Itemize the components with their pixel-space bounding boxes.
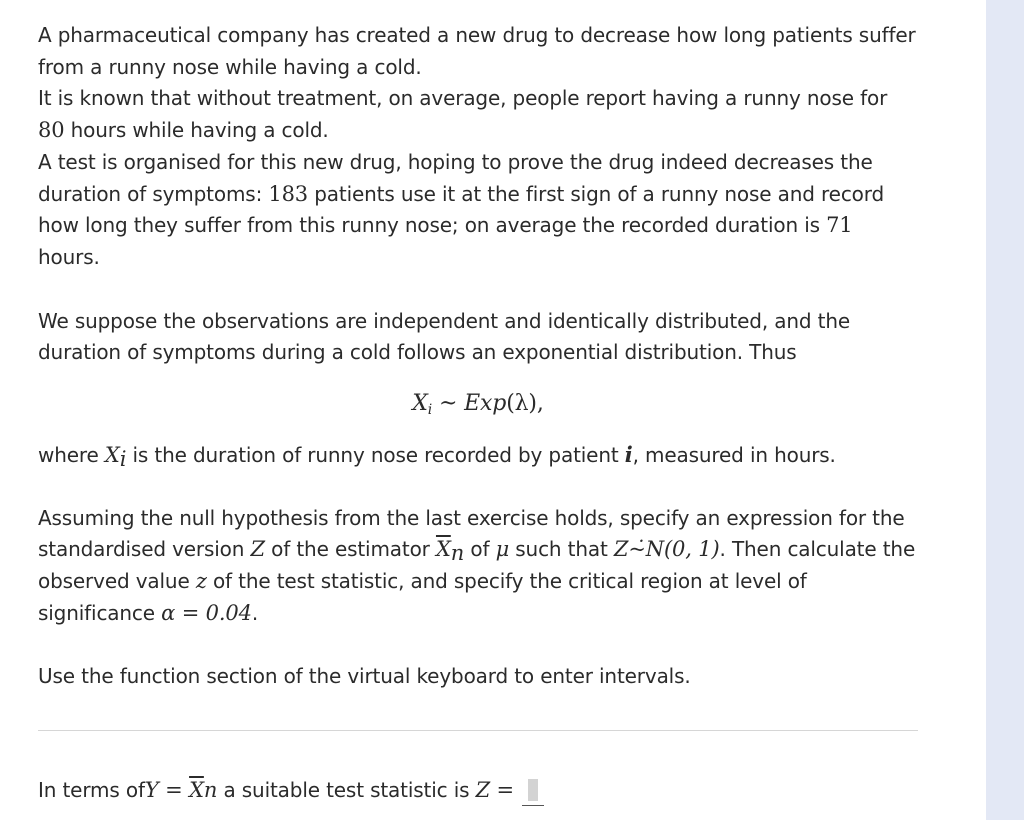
task-text-b: of the estimator	[264, 537, 436, 562]
answer-equals-2: =	[490, 778, 515, 802]
task-text-d: such that	[509, 537, 614, 562]
paragraph-definition	[38, 439, 918, 472]
question-text	[38, 20, 918, 692]
var-x-sub: i	[119, 447, 127, 472]
paragraph-task	[38, 503, 918, 630]
var-i: i	[624, 442, 633, 468]
var-x-bar-sub: n	[450, 541, 465, 566]
var-x: X	[104, 443, 120, 468]
approx-normal: Z~̇N(0, 1)	[613, 537, 720, 562]
formula-var: X	[412, 391, 428, 417]
answer-var-y: Y	[144, 778, 159, 802]
assumption-text: We suppose the observations are independent and identically distributed, and the duration of symptoms during a cold follows an exponential distribution. Thus	[38, 308, 850, 365]
baseline-hours: 80	[38, 118, 65, 143]
answer-var-z: Z	[475, 778, 491, 802]
definition-text: where	[38, 443, 105, 468]
answer-prefix: In terms of	[38, 778, 145, 802]
task-text-c: of	[464, 537, 496, 562]
answer-mid: a suitable test statistic is	[217, 778, 476, 802]
task-text-f: of the test statistic, and specify the critical region at level of significance	[38, 569, 807, 625]
answer-equals: =	[158, 778, 190, 802]
var-x-bar: $\overline{X}$	[435, 537, 451, 562]
paragraph-instructions	[38, 661, 918, 693]
baseline-text-end: hours while having a cold.	[64, 118, 329, 143]
test-text-end: hours.	[38, 244, 100, 269]
test-statistic-input[interactable]	[522, 775, 544, 806]
paragraph-assumption	[38, 306, 918, 369]
test-text: A test is organised for this new drug, hoping to prove the drug indeed decreases the duration of symptoms:	[38, 149, 873, 206]
task-text-g: .	[251, 600, 259, 625]
task-text-e: . Then calculate the observed value	[38, 537, 916, 594]
instructions-text: Use the function section of the virtual keyboard to enter intervals.	[38, 663, 691, 688]
var-z-upper: Z	[250, 537, 265, 562]
input-caret	[528, 779, 538, 801]
test-text-mid: patients use it at the first sign of a runny nose and record how long they suffer from this runny nose; on average the recorded duration is	[38, 181, 885, 238]
side-panel	[986, 0, 1024, 820]
formula-op: ~	[432, 391, 465, 417]
section-divider	[38, 730, 918, 731]
formula-args: (λ),	[506, 391, 544, 417]
formula-sub: i	[427, 402, 433, 419]
paragraph-intro	[38, 20, 918, 274]
definition-text-end: , measured in hours.	[632, 443, 836, 468]
answer-var-x-bar: $\overline{X}$	[189, 778, 204, 802]
intro-text: A pharmaceutical company has created a new drug to decrease how long patients suffer from a runny nose while having a cold.	[38, 23, 916, 79]
answer-row: In terms of Y = $\overline{X}$ n a suitable test statistic is Z =	[38, 774, 544, 806]
patient-count: 183	[268, 181, 309, 206]
distribution-formula	[38, 389, 918, 419]
definition-text-mid: is the duration of runny nose recorded by patient	[126, 443, 625, 468]
formula-dist: Exp	[464, 391, 507, 417]
recorded-average: 71	[826, 213, 853, 238]
var-z-lower: z	[195, 569, 207, 594]
var-mu: μ	[495, 537, 510, 562]
baseline-text: It is known that without treatment, on average, people report having a runny nose for	[38, 86, 888, 111]
task-text-a: Assuming the null hypothesis from the last exercise holds, specify an expression for the standardised version	[38, 505, 905, 562]
significance-level: α = 0.04	[161, 600, 252, 625]
